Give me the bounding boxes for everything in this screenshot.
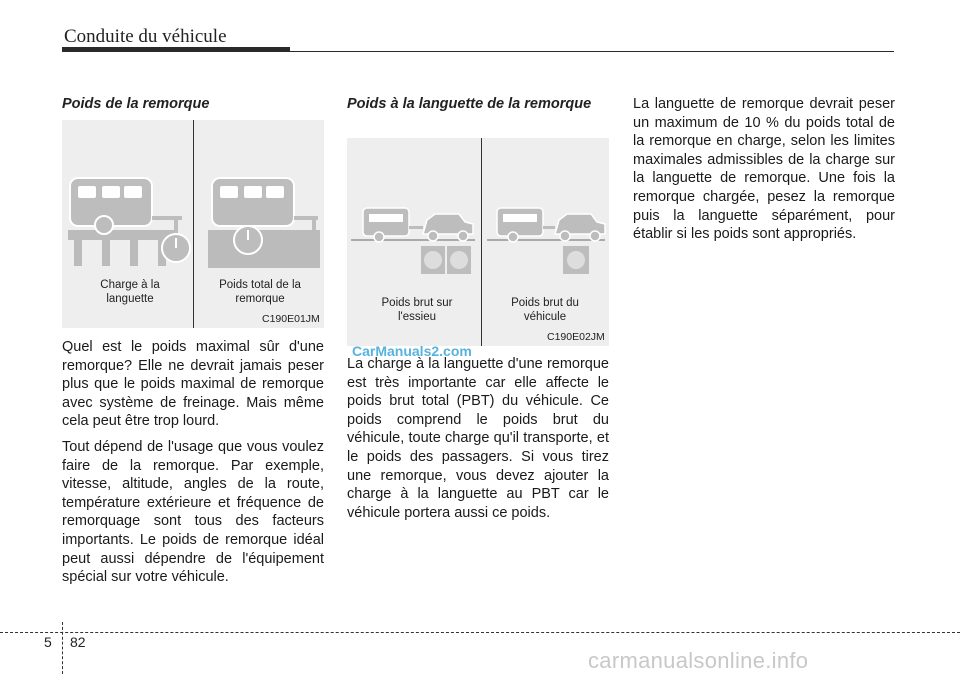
paragraph: La charge à la languette d'une remorque est très importante car elle affecte le poids brut total (PBT) du véhicule. Ce poids comprend le poids brut du véhicule, toute charge qu'il transporte, et le poids des passagers. Si vous tirez une remorque, vous devez ajouter la charge à la languette au PBT car le véhicule portera aussi ce poids. [347, 356, 609, 521]
figure-divider [193, 120, 194, 328]
page-number: 82 [70, 634, 86, 650]
figure-tongue-weight [347, 138, 609, 346]
header-rule-thin [290, 51, 894, 52]
col1-body [62, 338, 324, 594]
figure-code: C190E02JM [547, 331, 605, 343]
label-vehicle-weight: Poids brut du véhicule [511, 297, 579, 323]
label-tongue-load: Charge à la languette [100, 279, 160, 305]
figure-code: C190E01JM [262, 313, 320, 325]
chapter-number: 5 [44, 634, 52, 650]
paragraph: La languette de remorque devrait peser un maximum de 10 % du poids total de la remorque en charge, selon les limites maximales admissibles de la charge sur la languette de remorque. Une fois la remorque chargée, pesez la remorque puis la languette séparément, pour établir si les poids sont appropriés. [633, 96, 895, 243]
col3-body [633, 95, 895, 251]
label-axle-weight: Poids brut sur l'essieu [381, 297, 453, 323]
paragraph: Quel est le poids maximal sûr d'une remorque? Elle ne devrait jamais peser plus que le poids maximal de remorque avec système de freinage. Mais même cela peut être trop lourd. [62, 339, 324, 430]
label-total-trailer-weight: Poids total de la remorque [219, 279, 301, 305]
paragraph: Tout dépend de l'usage que vous voulez faire de la remorque. Par exemple, vitesse, altitude, angles de la route, température extérieure et fréquence de remorquage sont tous des facteurs importants. Le poids de remorque idéal peut aussi dépendre de l'équipement spécial sur votre véhicule. [62, 438, 324, 586]
watermark-text: CarManuals2.com [352, 343, 472, 359]
header-rule-thick [62, 47, 290, 52]
footer-rule [0, 632, 960, 633]
section-heading-tongue-weight: Poids à la languette de la remorque [347, 96, 592, 112]
col2-body [347, 355, 609, 529]
figure-divider [481, 138, 482, 346]
section-heading-trailer-weight: Poids de la remorque [62, 96, 210, 112]
footer-separator [62, 622, 63, 674]
figure-trailer-weight [62, 120, 324, 328]
footer-site-watermark: carmanualsonline.info [588, 648, 809, 673]
page-header-title: Conduite du véhicule [64, 26, 227, 47]
